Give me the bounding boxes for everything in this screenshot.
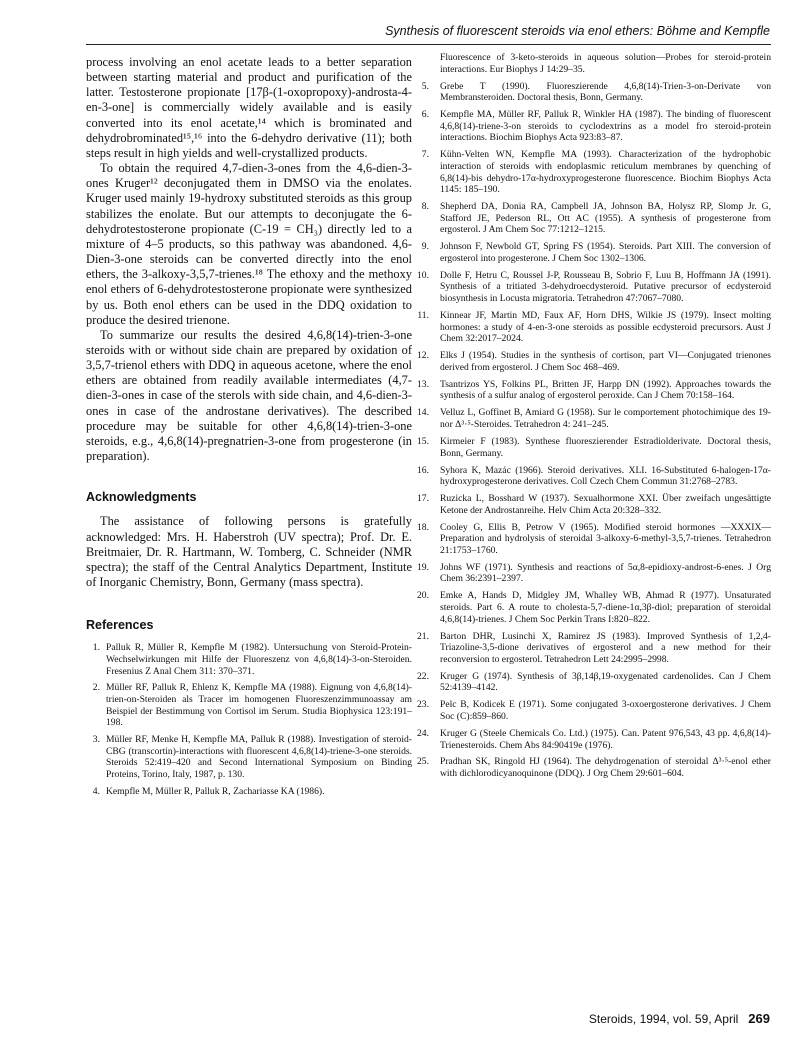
reference-number: 7. <box>421 149 429 161</box>
reference-item <box>416 379 771 402</box>
reference-number: 6. <box>421 109 429 121</box>
reference-text: Velluz L, Goffinet B, Amiard G (1958). Sur le comportement photochimique des 19-nor Δ³·⁵-Steroides. Tetrahedron 4: 241–245. <box>440 407 771 430</box>
reference-text: Kinnear JF, Martin MD, Faux AF, Horn DHS, Wilkie JS (1979). Insect molting hormones: a study of 4-en-3-one steroids as possible ecdysteroid precursors. Aust J Chem 32:2017–2024. <box>440 310 771 345</box>
reference-number: 2. <box>92 682 100 694</box>
reference-number: 10. <box>417 269 429 281</box>
reference-item <box>416 310 771 345</box>
reference-item <box>416 756 771 779</box>
reference-number: 1. <box>92 642 100 654</box>
reference-text: Barton DHR, Lusinchi X, Ramirez JS (1983). Improved Synthesis of 1,2,4-Triazoline-3,5-dione derivatives of ergosterol and a new method for their reconversion to ergosterol. Tetrahedron Lett 24:2995–2998. <box>440 630 771 665</box>
reference-text: Pradhan SK, Ringold HJ (1964). The dehydrogenation of steroidal Δ³·⁵-enol ether with dichlorodicyanoquinone (DDQ). J Org Chem 29:601–604. <box>440 756 771 780</box>
header-rule <box>86 44 771 45</box>
reference-item <box>416 149 771 195</box>
reference-item <box>416 699 771 722</box>
reference-item <box>416 270 771 305</box>
reference-text: Cooley G, Ellis B, Petrow V (1965). Modified steroid hormones —XXXIX— Preparation and hydrolysis of steroidal 3-alkoxy-6-methyl-3,5,7-trienes. Tetrahedron 21:1753–1760. <box>440 521 771 556</box>
references-heading: References <box>86 618 154 633</box>
reference-text: Grebe T (1990). Fluoreszierende 4,6,8(14)-Trien-3-on-Derivate von Membransteroiden. Doctoral thesis, Bonn, Germany. <box>440 80 771 104</box>
reference-item <box>416 81 771 104</box>
reference-text: Kempfle M, Müller R, Palluk R, Zachariasse KA (1986). <box>106 786 325 798</box>
reference-number: 15. <box>417 435 429 447</box>
reference-text: Palluk R, Müller R, Kempfle M (1982). Untersuchung von Steroid-Protein-Wechselwirkungen mit Hilfe der Fluoreszenz von 4,6,8(14)-3-on-Steroiden. Fresenius Z Anal Chem 311: 370–371. <box>106 642 412 677</box>
reference-item <box>416 465 771 488</box>
reference-number: 25. <box>417 756 429 768</box>
reference-text: Pelc B, Kodicek E (1971). Some conjugated 3-oxoergosterone derivatives. J Chem Soc (C):859–860. <box>440 699 771 722</box>
reference-list-right <box>416 81 771 780</box>
reference-number: 12. <box>417 350 429 362</box>
right-column <box>416 52 771 785</box>
reference-number: 19. <box>417 561 429 573</box>
reference-text: Syhora K, Mazác (1966). Steroid derivatives. XLI. 16-Substituted 6-halogen-17α-hydroxyprogesterone derivatives. Coll Czech Chem Commun 31:2768–2783. <box>440 464 771 488</box>
reference-item <box>416 201 771 236</box>
reference-continued: Fluorescence of 3-keto-steroids in aqueous solution—Probes for steroid-protein interactions. Eur Biophys J 14:29–35. <box>440 52 771 75</box>
reference-text: Kruger G (1974). Synthesis of 3β,14β,19-oxygenated cardenolides. Can J Chem 52:4139–4142. <box>440 670 771 694</box>
reference-number: 16. <box>417 464 429 476</box>
reference-number: 21. <box>417 630 429 642</box>
reference-text: Müller RF, Palluk R, Ehlenz K, Kempfle MA (1988). Eignung von 4,6,8(14)-trien-on-Steroiden als Tracer im homogenen Fluoreszenzimmunoassay am Beispiel der Bestimmung von Cortisol im Serum. Studia Biophysica 123:191–198. <box>106 682 412 729</box>
reference-number: 20. <box>417 590 429 602</box>
reference-text: Kruger G (Steele Chemicals Co. Ltd.) (1975). Can. Patent 976,543, 43 pp. 4,6,8(14)-Trienesteroids. Chem Abs 84:90419e (1976). <box>440 727 771 751</box>
reference-number: 9. <box>421 241 429 253</box>
page-number: 269 <box>748 1011 770 1026</box>
reference-number: 5. <box>421 80 429 92</box>
reference-item <box>416 590 771 625</box>
reference-text: Kempfle MA, Müller RF, Palluk R, Winkler HA (1987). The binding of fluorescent 4,6,8(14)-triene-3-on steroids to cyclodextrins as a model fro steroid-protein interactions. Biochim Biophys Acta 923:83–87. <box>440 109 771 144</box>
reference-item <box>86 642 412 677</box>
reference-number: 24. <box>417 727 429 739</box>
reference-item <box>416 522 771 557</box>
reference-text: Dolle F, Hetru C, Roussel J-P, Rousseau B, Sobrio F, Luu B, Hoffmann JA (1991). Synthesis of a tritiated 3-dehydroecdysteroid. Putative precursor of ecdysteroid biosynthesis in Locusta migratoria. Tetrahedron 47:7067–7080. <box>440 269 771 305</box>
body-paragraph: To summarize our results the desired 4,6,8(14)-trien-3-one steroids with or without side chain are prepared by oxidation of 3,5,7-trienol ethers with DDQ in aqueous acetone, where the enol ethers are obtained from readily available intermediates (4,7-dien-3-ones in case of the sterols with side chain, and 4,6-dien-3-ones in case of the androstane derivatives). The described procedure may be suitable for other 4,6,8(14)-trien-3-one steroids, e.g., 4,6,8(14)-pregnatrien-3-one from progesterone (in preparation). <box>86 327 412 464</box>
reference-text: Tsantrizos YS, Folkins PL, Britten JF, Harpp DN (1992). Approaches towards the synthesis of a sulfur analog of ergosterol peroxide. Can J Chem 70:158–164. <box>440 378 771 402</box>
reference-text: Müller RF, Menke H, Kempfle MA, Palluk R (1988). Investigation of steroid-CBG (transcortin)-interactions with fluorescent 4,6,8(14)-triene-3-one steroids. Steroids 52:419–420 and Second International Symposium on Binding Proteins, Torino, Italy, 1987, p. 130. <box>106 734 412 781</box>
journal-citation: Steroids, 1994, vol. 59, April <box>588 1012 739 1026</box>
page-footer <box>420 1011 770 1026</box>
reference-number: 22. <box>417 670 429 682</box>
reference-text: Emke A, Hands D, Midgley JM, Whalley WB, Ahmad R (1977). Unsaturated steroids. Part 6. A route to cholesta-5,7-diene-1α,3β-diol; preparation of steroidal 4,6,8(14)-trienes. J Chem Soc Perkin Trans I:820–822. <box>440 590 771 625</box>
reference-text: Shepherd DA, Donia RA, Campbell JA, Johnson BA, Holysz RP, Slomp Jr. G, Stafford JE, Pederson RL, Ott AC (1955). A synthesis of progesterone from ergosterol. J Am Chem Soc 77:1212–1215. <box>440 201 771 236</box>
reference-number: 4. <box>92 786 100 798</box>
reference-item <box>416 350 771 373</box>
reference-item <box>416 631 771 666</box>
reference-number: 17. <box>417 493 429 505</box>
reference-text: Johnson F, Newbold GT, Spring FS (1954). Steroids. Part XIII. The conversion of ergosterol into progesterone. J Chem Soc 1302–1306. <box>440 241 771 264</box>
reference-number: 11. <box>417 310 429 322</box>
reference-number: 14. <box>417 407 429 419</box>
reference-text: Kirmeier F (1983). Synthese fluoreszierender Estradiolderivate. Doctoral thesis, Bonn, Germany. <box>440 435 771 459</box>
reference-number: 18. <box>417 521 429 533</box>
reference-item <box>416 493 771 516</box>
reference-item <box>416 728 771 751</box>
reference-number: 13. <box>417 378 429 390</box>
reference-number: 23. <box>417 699 429 711</box>
reference-item <box>416 241 771 264</box>
reference-item <box>416 436 771 459</box>
acknowledgments-text: The assistance of following persons is gratefully acknowledged: Mrs. H. Haberstroh (UV spectra); Prof. Dr. E. Breitmaier, Dr. R. Hartmann, W. Tomberg, C. Schneider (NMR spectra); the staff of the Central Analytics Department, Institute of Inorganic Chemistry, Bonn, Germany (mass spectra). <box>86 514 412 589</box>
reference-text: Johns WF (1971). Synthesis and reactions of 5α,8-epidioxy-androst-6-enes. J Org Chem 36:2391–2397. <box>440 561 771 585</box>
running-header: Synthesis of fluorescent steroids via enol ethers: Böhme and Kempfle <box>385 24 770 38</box>
acknowledgments-heading: Acknowledgments <box>86 490 197 505</box>
reference-item <box>416 407 771 430</box>
reference-item <box>416 109 771 144</box>
reference-item <box>86 734 412 780</box>
reference-text: Kühn-Velten WN, Kempfle MA (1993). Characterization of the hydrophobic interaction of steroids with endoplasmic reticulum membranes by quenching of 6,8(14)-bis dehydro-17α-hydroxyprogesterone fluorescence. Biochim Biophys Acta 1145: 185–190. <box>440 149 771 196</box>
reference-text: Ruzicka L, Bosshard W (1937). Sexualhormone XXI. Über zweifach ungesättigte Ketone der Androstanreihe. Helv Chim Acta 20:328–332. <box>440 493 771 516</box>
reference-number: 8. <box>421 201 429 213</box>
reference-item <box>86 682 412 728</box>
reference-item <box>86 786 412 798</box>
reference-text: Elks J (1954). Studies in the synthesis of cortison, part VI—Conjugated trienones derived from ergosterol. J Chem Soc 468–469. <box>440 350 771 373</box>
left-column <box>86 55 412 803</box>
reference-list-left <box>86 642 412 797</box>
reference-item <box>416 562 771 585</box>
body-paragraph: process involving an enol acetate leads to a better separation between starting material and product and purification of the latter. Testosterone propionate [17β-(1-oxopropoxy)-androsta-4-en-3-one] is commercially widely available and is easily converted into its enol acetate,¹⁴ which is brominated and dehydrobrominated¹⁵,¹⁶ into the 6-dehydro derivative (11); both steps result in high yields and well-crystallized products. <box>86 55 412 160</box>
reference-item <box>416 671 771 694</box>
body-paragraph: To obtain the required 4,7-dien-3-ones from the 4,6-dien-3-ones Kruger¹² deconjugated them in DMSO via the enolates. Kruger used mainly 19-hydroxy substituted steroids as this group stabilizes the enolate. But our attempts to deconjugate the 6-dehydrotestosterone propionate (C-19 = CH₃) directly led to a mixture of 4–5 products, so this pathway was abandoned. 4,6-Dien-3-one steroids can be converted directly into the enol ethers, the 3-alkoxy-3,5,7-trienes.¹⁸ The ethoxy and the methoxy enol ethers of 6-dehydrotestosterone propionate were synthesized by us. Both enol ethers can be used in the DDQ oxidation to produce the desired trienone. <box>86 161 412 327</box>
reference-number: 3. <box>92 734 100 746</box>
